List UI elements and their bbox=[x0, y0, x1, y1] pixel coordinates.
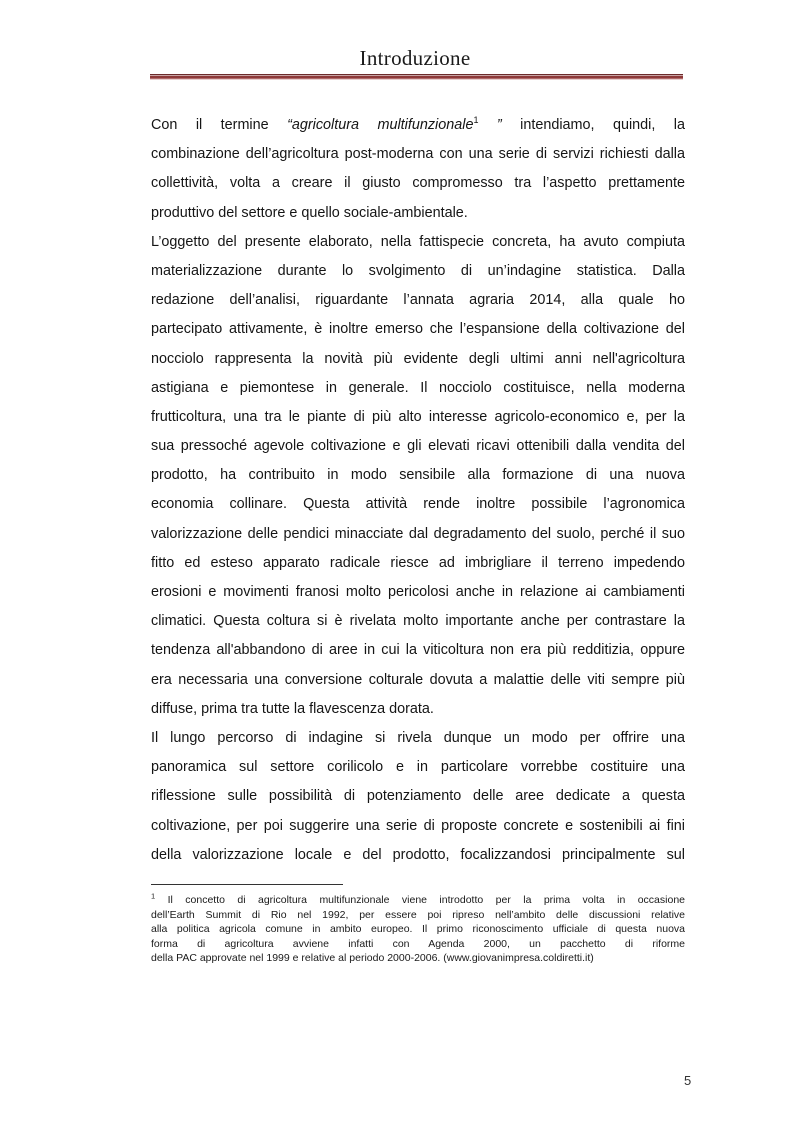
paragraph-2-line-13: erosioni e movimenti franosi molto pericolosi anche in relazione ai cambiamenti bbox=[151, 584, 685, 600]
paragraph-1-line-4: produttivo del settore e quello sociale-ambientale. bbox=[151, 204, 468, 221]
paragraph-3-line-3: riflessione sulle possibilità di potenziamento delle aree dedicate a questa bbox=[151, 788, 685, 805]
paragraph-2-line-8: sua pressoché agevole coltivazione e gli elevati ricavi ottenibili dalla vendita del bbox=[151, 438, 685, 455]
paragraph-2-line-10: economia collinare. Questa attività rende inoltre possibile l’agronomica bbox=[151, 496, 685, 513]
paragraph-2-line-4: partecipato attivamente, è inoltre emerso che l’espansione della coltivazione del bbox=[151, 321, 685, 338]
footnote-separator bbox=[151, 884, 343, 885]
paragraph-2-line-12: fitto ed esteso apparato radicale riesce ad imbrigliare il terreno impedendo bbox=[151, 554, 685, 571]
paragraph-2-line-5: nocciolo rappresenta la novità più evidente degli ultimi anni nell'agricoltura bbox=[151, 350, 685, 367]
paragraph-3-line-2: panoramica sul settore corilicolo e in particolare vorrebbe costituire una bbox=[151, 759, 685, 776]
footnote-line-4: forma di agricoltura avviene infatti con Agenda 2000, un pacchetto di riforme bbox=[151, 937, 685, 950]
footnote-line-3: alla politica agricola comune in ambito europeo. Il primo riconoscimento ufficiale di questa nuova bbox=[151, 923, 685, 936]
paragraph-3-line-4: coltivazione, per poi suggerire una serie di proposte concrete e sostenibili ai fini bbox=[151, 817, 685, 834]
footnote-line-2: dell’Earth Summit di Rio nel 1992, per essere poi ripreso nell’ambito delle discussioni relative bbox=[151, 908, 685, 921]
paragraph-2-line-16: era necessaria una conversione colturale dovuta a malattie delle viti sempre più bbox=[151, 671, 685, 688]
italic-term: “agricoltura multifunzionale bbox=[287, 117, 474, 133]
paragraph-1-line-1 bbox=[151, 111, 685, 140]
italic-close-quote: ” bbox=[478, 117, 502, 133]
paragraph-2-line-15: tendenza all'abbandono di aree in cui la viticoltura non era più redditizia, oppure bbox=[151, 642, 685, 659]
paragraph-2-line-3: redazione dell’analisi, riguardante l’annata agraria 2014, alla quale ho bbox=[151, 292, 685, 309]
header-divider bbox=[150, 74, 683, 80]
paragraph-2-line-2: materializzazione durante lo svolgimento di un’indagine statistica. Dalla bbox=[151, 262, 685, 279]
paragraph-2-line-17: diffuse, prima tra tutte la flavescenza dorata. bbox=[151, 700, 434, 717]
page-number: 5 bbox=[684, 1073, 692, 1088]
paragraph-2-line-1: L’oggetto del presente elaborato, nella fattispecie concreta, ha avuto compiuta bbox=[151, 233, 685, 250]
paragraph-2-line-11: valorizzazione delle pendici minacciate dal degradamento del suolo, perché il suo bbox=[151, 525, 685, 542]
footnote-line-5: della PAC approvate nel 1999 e relative al periodo 2000-2006. (www.giovanimpresa.coldiretti.it) bbox=[151, 952, 594, 965]
footnote-number: 1 bbox=[151, 891, 156, 901]
paragraph-3-line-5: della valorizzazione locale e del prodotto, focalizzandosi principalmente sul bbox=[151, 846, 685, 863]
text-run: intendiamo, quindi, la bbox=[501, 117, 685, 133]
text-run: Con il termine bbox=[151, 117, 288, 133]
paragraph-2-line-6: astigiana e piemontese in generale. Il nocciolo costituisce, nella moderna bbox=[151, 379, 685, 396]
footnote-line-1 bbox=[151, 893, 685, 908]
paragraph-2-line-7: frutticoltura, una tra le piante di più alto interesse agricolo-economico e, per la bbox=[151, 408, 685, 425]
paragraph-3-line-1: Il lungo percorso di indagine si rivela dunque un modo per offrire una bbox=[151, 729, 685, 746]
paragraph-2-line-14: climatici. Questa coltura si è rivelata molto importante anche per contrastare la bbox=[151, 613, 685, 630]
paragraph-2-line-9: prodotto, ha contribuito in modo sensibile alla formazione di una nuova bbox=[151, 467, 685, 484]
footnote-reference[interactable]: 1 bbox=[473, 115, 479, 126]
footnote bbox=[151, 893, 685, 966]
paragraph-1-line-3: collettività, volta a creare il giusto compromesso tra l’aspetto prettamente bbox=[151, 175, 685, 192]
paragraph-1-line-2: combinazione dell’agricoltura post-moderna con una serie di servizi richiesti dalla bbox=[151, 146, 685, 163]
body-text bbox=[151, 111, 685, 870]
text-run: Il concetto di agricoltura multifunzionale viene introdotto per la prima volta in occasione bbox=[155, 894, 685, 906]
page-header-title: Introduzione bbox=[359, 46, 471, 70]
